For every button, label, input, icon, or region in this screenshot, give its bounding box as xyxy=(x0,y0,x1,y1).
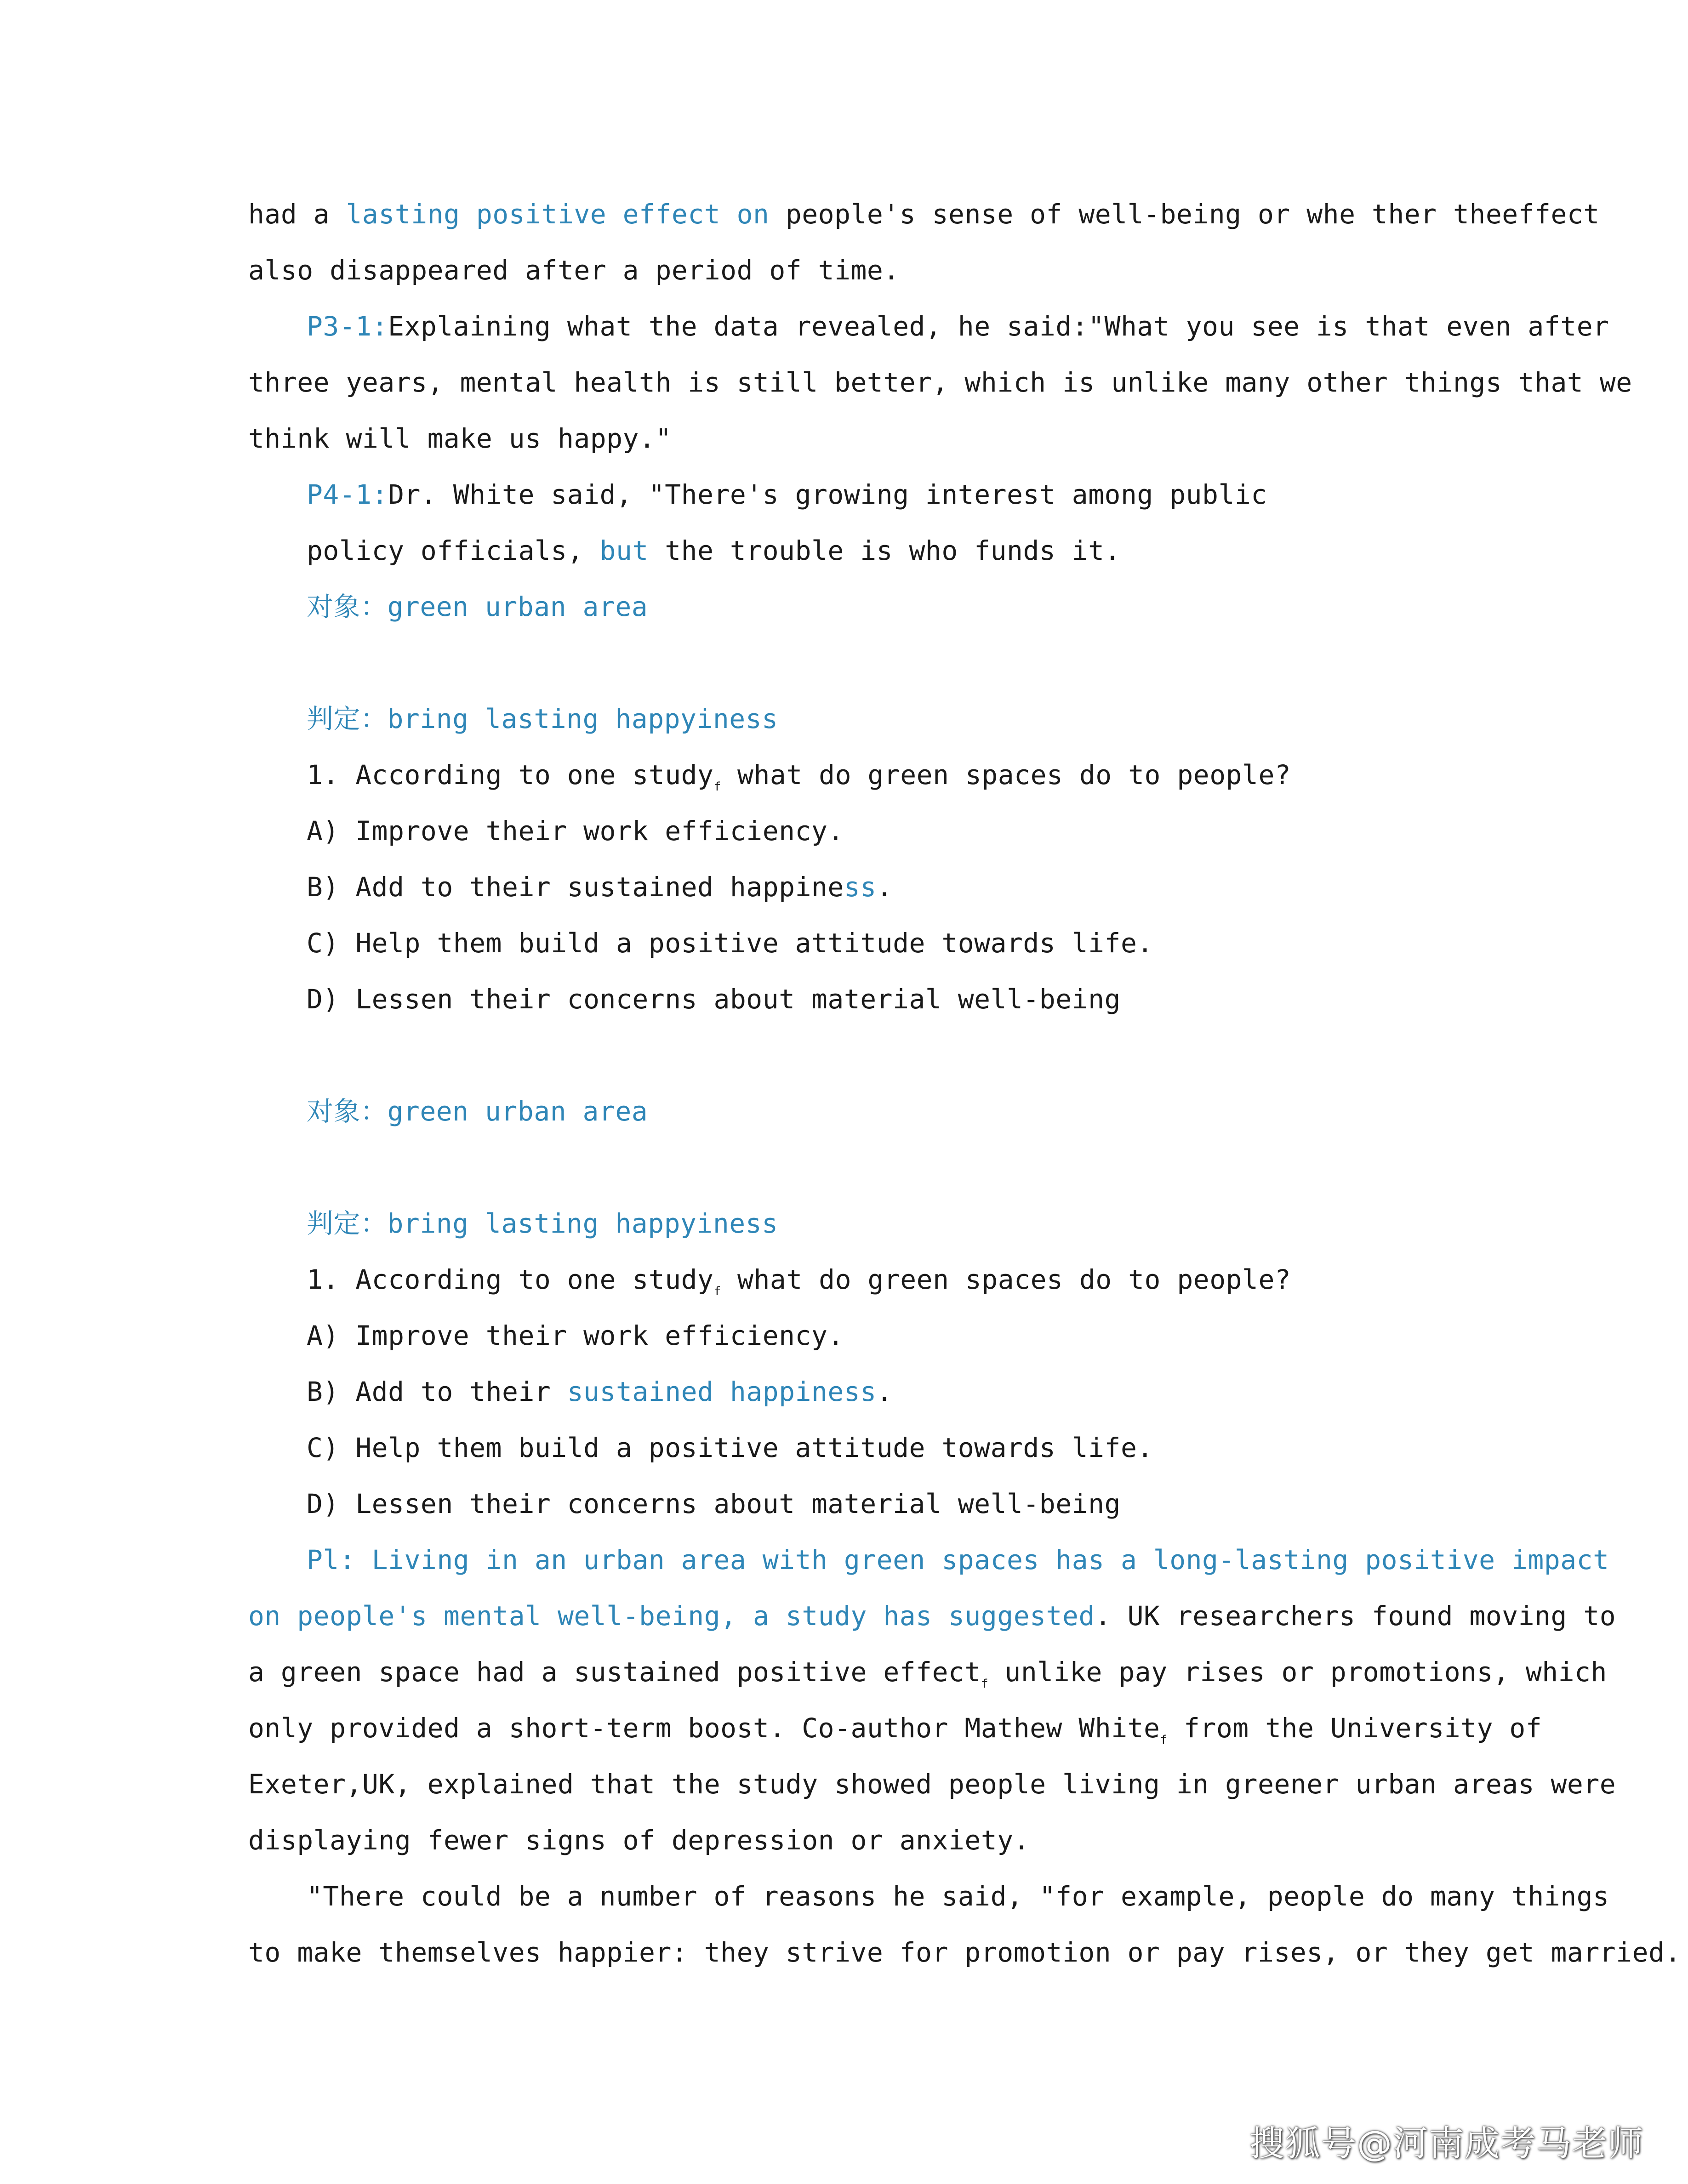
text-line xyxy=(248,1644,1607,1700)
body-text: . xyxy=(876,1376,893,1407)
body-text: C) Help them build a positive attitude towards life. xyxy=(307,927,1153,959)
body-text: had a xyxy=(248,199,346,230)
body-text: B) Add to their sustained happine xyxy=(307,871,844,903)
body-text: unlike pay rises or promotions, which xyxy=(988,1656,1607,1688)
subscript-mark: f xyxy=(981,1677,989,1691)
highlighted-text: 对象：green urban area xyxy=(307,1096,648,1127)
subscript-mark: f xyxy=(713,780,721,794)
text-line xyxy=(248,354,1632,410)
highlighted-text: 对象：green urban area xyxy=(307,591,648,622)
body-text: D) Lessen their concerns about material well-being xyxy=(307,1488,1121,1519)
text-line xyxy=(248,1251,1443,1308)
blank-line xyxy=(248,1139,1443,1195)
body-text: D) Lessen their concerns about material well-being xyxy=(307,984,1121,1015)
text-line xyxy=(248,1924,1681,1980)
text-line xyxy=(248,1700,1542,1756)
text-line xyxy=(248,803,1443,859)
text-line xyxy=(248,691,1443,747)
body-text: 1. According to one study xyxy=(307,1264,714,1295)
body-text: A) Improve their work efficiency. xyxy=(307,815,844,847)
body-text: displaying fewer signs of depression or anxiety. xyxy=(248,1825,1030,1856)
text-line xyxy=(248,915,1443,971)
body-text: B) Add to their xyxy=(307,1376,567,1407)
text-line xyxy=(248,1476,1443,1532)
body-text: from the University of xyxy=(1167,1712,1542,1744)
text-line xyxy=(248,1308,1443,1364)
text-line xyxy=(248,466,1443,523)
text-line xyxy=(248,1532,1609,1588)
highlighted-text: sustained happiness xyxy=(567,1376,877,1407)
body-text: also disappeared after a period of time. xyxy=(248,255,900,286)
body-text: . xyxy=(876,871,893,903)
text-line xyxy=(248,410,1443,466)
body-text: . UK researchers found moving to xyxy=(1095,1600,1616,1632)
text-line xyxy=(248,186,1600,242)
body-text: C) Help them build a positive attitude towards life. xyxy=(307,1432,1153,1463)
text-line xyxy=(248,971,1443,1027)
document-page xyxy=(248,186,1681,1980)
highlighted-text: P3-1: xyxy=(307,311,388,342)
highlighted-text: P4-1: xyxy=(307,479,388,510)
body-text: policy officials, xyxy=(307,535,600,566)
highlighted-text: Pl: Living in an urban area with green spaces has a long-lasting positive impact xyxy=(307,1544,1609,1575)
subscript-mark: f xyxy=(713,1285,721,1298)
text-line xyxy=(248,242,1443,298)
text-line xyxy=(248,1420,1443,1476)
body-text: three years, mental health is still better, which is unlike many other things that we xyxy=(248,367,1632,398)
body-text: what do green spaces do to people? xyxy=(721,1264,1291,1295)
body-text: Dr. White said, "There's growing interest among public xyxy=(388,479,1267,510)
body-text: think will make us happy." xyxy=(248,423,672,454)
text-line xyxy=(248,859,1443,915)
body-text: only provided a short-term boost. Co-author Mathew White xyxy=(248,1712,1160,1744)
subscript-mark: f xyxy=(1160,1733,1168,1747)
text-line xyxy=(248,523,1443,579)
text-line xyxy=(248,1364,1443,1420)
body-text: Explaining what the data revealed, he said:"What you see is that even after xyxy=(388,311,1609,342)
blank-line xyxy=(248,635,1443,691)
body-text: what do green spaces do to people? xyxy=(721,759,1291,791)
highlighted-text: lasting positive effect on xyxy=(346,199,770,230)
body-text: people's sense of well-being or whe ther theeffect xyxy=(769,199,1600,230)
body-text: A) Improve their work efficiency. xyxy=(307,1320,844,1351)
highlighted-text: 判定：bring lasting happyiness xyxy=(307,1208,778,1239)
text-line xyxy=(248,1868,1609,1924)
watermark: 搜狐号@河南成考马老师 xyxy=(1249,2123,1644,2164)
blank-line xyxy=(248,1027,1443,1083)
text-line xyxy=(248,1756,1616,1812)
highlighted-text: but xyxy=(599,535,649,566)
text-line xyxy=(248,298,1609,354)
body-text: "There could be a number of reasons he said, "for example, people do many things xyxy=(307,1881,1609,1912)
body-text: a green space had a sustained positive effect xyxy=(248,1656,981,1688)
highlighted-text: on people's mental well-being, a study has suggested xyxy=(248,1600,1095,1632)
body-text: to make themselves happier: they strive for promotion or pay rises, or they get married. xyxy=(248,1937,1681,1968)
body-text: Exeter,UK, explained that the study showed people living in greener urban areas were xyxy=(248,1769,1616,1800)
highlighted-text: ss xyxy=(844,871,877,903)
text-line xyxy=(248,1083,1443,1139)
text-line xyxy=(248,1195,1443,1251)
body-text: the trouble is who funds it. xyxy=(648,535,1121,566)
text-line xyxy=(248,747,1443,803)
text-line xyxy=(248,1812,1443,1868)
body-text: 1. According to one study xyxy=(307,759,714,791)
text-line xyxy=(248,579,1443,635)
text-line xyxy=(248,1588,1616,1644)
highlighted-text: 判定：bring lasting happyiness xyxy=(307,703,778,734)
